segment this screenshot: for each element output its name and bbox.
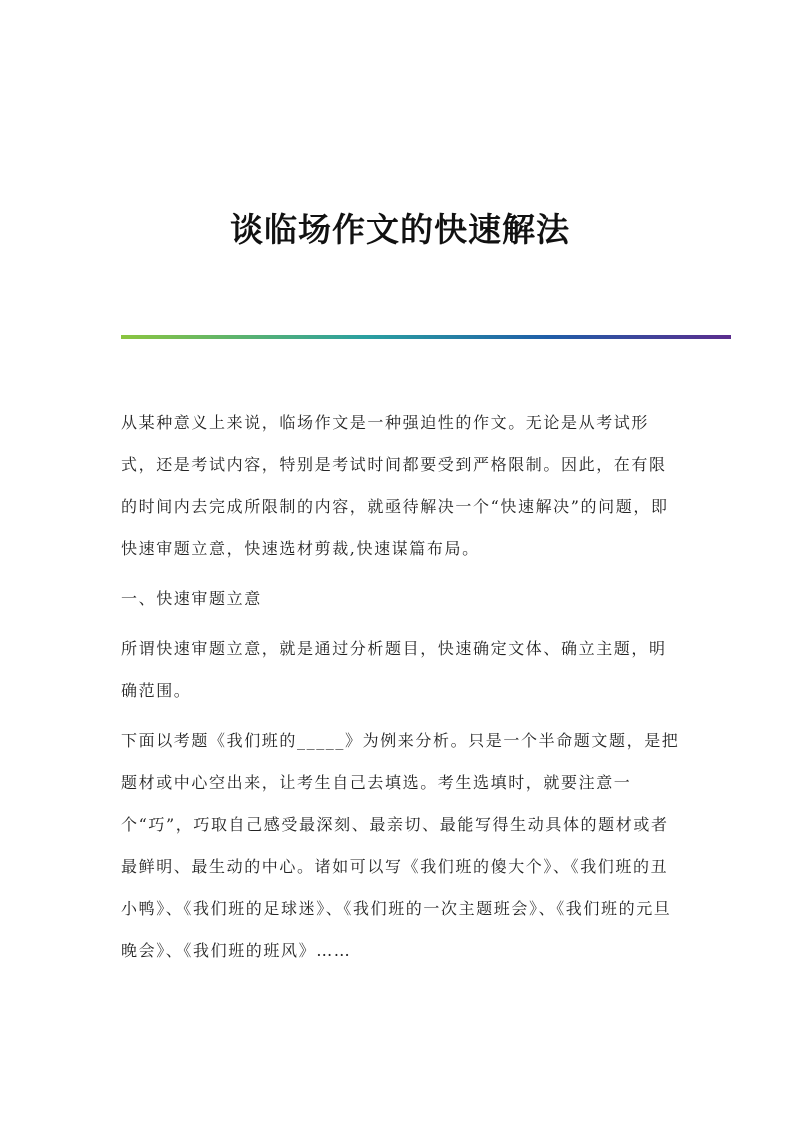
- section-heading: 一、快速审题立意: [121, 589, 262, 608]
- document-body: [121, 402, 681, 980]
- definition-paragraph: 所谓快速审题立意，就是通过分析题目，快速确定文体、确立主题，明确范围。: [121, 639, 667, 700]
- example-paragraph: 下面以考题《我们班的_____》为例来分析。只是一个半命题文题，是把题材或中心空出来，让考生自己去填选。考生选填时，就要注意一个“巧”，巧取自己感受最深刻、最亲切、最能写得生动具体的题材或者最鲜明、最生动的中心。诸如可以写《我们班的傻大个》、《我们班的丑小鸭》、《我们班的足球迷》、《我们班的一次主题班会》、《我们班的元旦晚会》、《我们班的班风》……: [121, 731, 680, 960]
- title-divider: [121, 335, 731, 339]
- document-title: 谈临场作文的快速解法: [230, 210, 570, 250]
- intro-paragraph: 从某种意义上来说，临场作文是一种强迫性的作文。无论是从考试形式，还是考试内容，特别是考试时间都要受到严格限制。因此，在有限的时间内去完成所限制的内容，就亟待解决一个“快速解决”的问题，即快速审题立意，快速选材剪裁,快速谋篇布局。: [121, 413, 669, 558]
